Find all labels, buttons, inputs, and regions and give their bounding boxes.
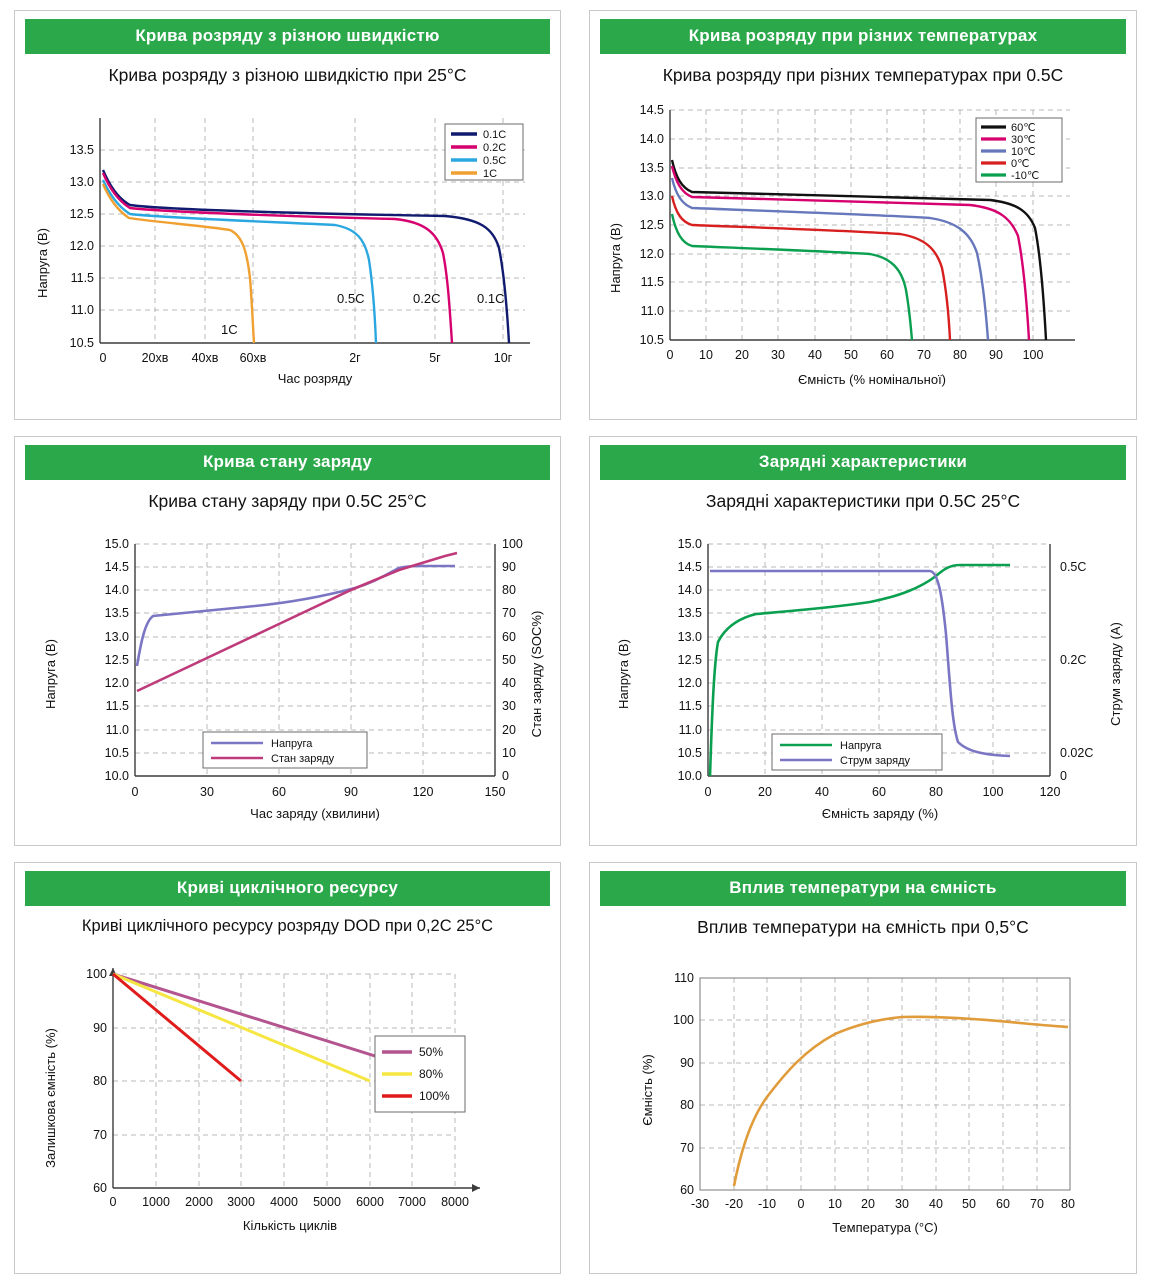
- svg-text:10.5: 10.5: [639, 333, 664, 347]
- x-tick-labels: [705, 785, 1061, 799]
- legend: [772, 734, 942, 770]
- svg-text:11.0: 11.0: [640, 304, 664, 318]
- legend: [976, 118, 1062, 182]
- svg-text:70: 70: [917, 348, 931, 362]
- svg-text:11.5: 11.5: [678, 699, 702, 713]
- svg-text:100: 100: [982, 785, 1004, 799]
- svg-text:-20: -20: [724, 1197, 744, 1211]
- svg-text:70: 70: [502, 606, 516, 620]
- curve-annotations: [221, 291, 504, 337]
- svg-text:120: 120: [1039, 785, 1061, 799]
- svg-text:12.5: 12.5: [639, 218, 664, 232]
- svg-text:10.5: 10.5: [69, 336, 94, 350]
- svg-text:80: 80: [1061, 1197, 1075, 1211]
- svg-text:70: 70: [93, 1128, 107, 1142]
- svg-text:5000: 5000: [313, 1195, 341, 1209]
- x-tick-labels: [100, 351, 513, 365]
- svg-text:100: 100: [502, 537, 523, 551]
- svg-text:-30: -30: [690, 1197, 710, 1211]
- svg-text:40хв: 40хв: [191, 351, 219, 365]
- y-tick-labels: [673, 971, 694, 1197]
- svg-text:60℃: 60℃: [1011, 122, 1036, 134]
- curve-capacity: [734, 1017, 1068, 1186]
- svg-text:11.5: 11.5: [70, 271, 94, 285]
- x-axis-title: Ємність заряду (%): [821, 806, 939, 821]
- svg-text:40: 40: [502, 676, 516, 690]
- svg-text:70: 70: [680, 1141, 694, 1155]
- svg-text:0.2C: 0.2C: [413, 291, 441, 306]
- panel-banner: Крива стану заряду: [25, 445, 550, 480]
- svg-text:0.1C: 0.1C: [477, 291, 505, 306]
- svg-text:Струм заряду: Струм заряду: [840, 755, 911, 767]
- y-tick-labels: [640, 103, 664, 347]
- svg-text:10.5: 10.5: [104, 746, 129, 760]
- svg-text:7000: 7000: [398, 1195, 426, 1209]
- panel-banner: Крива розряду при різних температурах: [600, 19, 1126, 54]
- card: [14, 862, 561, 1274]
- y-axis-title: Напруга (В): [608, 223, 623, 293]
- svg-text:10г: 10г: [493, 351, 513, 365]
- svg-text:90: 90: [989, 348, 1003, 362]
- card: [14, 436, 561, 846]
- svg-text:4000: 4000: [270, 1195, 298, 1209]
- svg-text:90: 90: [502, 560, 516, 574]
- svg-text:14.5: 14.5: [639, 103, 664, 117]
- svg-text:15.0: 15.0: [677, 537, 702, 551]
- svg-text:-10℃: -10℃: [1011, 170, 1040, 182]
- svg-text:110: 110: [674, 971, 694, 985]
- svg-text:13.5: 13.5: [69, 143, 94, 157]
- panel-banner: Крива розряду з різною швидкістю: [25, 19, 550, 54]
- svg-text:120: 120: [412, 785, 434, 799]
- y2-axis-title: Струм заряду (А): [1108, 622, 1123, 726]
- panel-temperature-discharge: [575, 0, 1151, 426]
- legend: [375, 1036, 465, 1112]
- svg-text:13.0: 13.0: [677, 630, 702, 644]
- svg-text:10.5: 10.5: [677, 746, 702, 760]
- series-curves: [734, 1017, 1068, 1186]
- card: [589, 10, 1137, 420]
- chart-plot-area: [600, 514, 1126, 821]
- svg-text:60: 60: [880, 348, 894, 362]
- svg-text:50: 50: [844, 348, 858, 362]
- chart-title: Криві циклічного ресурсу розряду DOD при 0,2C 25°C: [81, 917, 494, 935]
- chart-plot-area: [600, 940, 1126, 1245]
- x-axis-title: Температура (°C): [832, 1220, 938, 1235]
- svg-text:0℃: 0℃: [1011, 158, 1030, 170]
- svg-text:20: 20: [861, 1197, 875, 1211]
- panel-banner: Вплив температури на ємність: [600, 871, 1126, 906]
- chart-title: Зарядні характеристики при 0.5C 25°C: [705, 491, 1021, 511]
- chart-title: Крива розряду при різних температурах при 0.5C: [662, 65, 1064, 85]
- svg-text:80: 80: [953, 348, 967, 362]
- svg-text:11.0: 11.0: [678, 723, 702, 737]
- svg-text:10: 10: [502, 746, 516, 760]
- svg-text:Напруга (В): Напруга (В): [35, 228, 50, 298]
- svg-text:80: 80: [680, 1098, 694, 1112]
- svg-text:80%: 80%: [419, 1067, 444, 1081]
- svg-text:30: 30: [895, 1197, 909, 1211]
- svg-text:Напруга: Напруга: [840, 740, 882, 752]
- svg-text:1000: 1000: [142, 1195, 170, 1209]
- panel-banner: Криві циклічного ресурсу: [25, 871, 550, 906]
- svg-text:90: 90: [680, 1056, 694, 1070]
- svg-text:80: 80: [929, 785, 943, 799]
- svg-text:0.1C: 0.1C: [483, 129, 507, 141]
- y-axis-title: [35, 228, 50, 298]
- svg-text:2г: 2г: [349, 351, 361, 365]
- legend: [445, 124, 523, 180]
- svg-text:100: 100: [673, 1013, 694, 1027]
- svg-text:11.0: 11.0: [105, 723, 129, 737]
- svg-text:11.5: 11.5: [640, 275, 664, 289]
- curve-current: [710, 571, 1010, 756]
- x-tick-labels: [691, 1197, 1075, 1211]
- series-curves: [103, 170, 509, 343]
- svg-text:100: 100: [86, 967, 107, 981]
- svg-text:0: 0: [502, 769, 509, 783]
- panel-temperature-capacity: [575, 852, 1151, 1280]
- svg-text:60: 60: [502, 630, 516, 644]
- svg-text:0.02C: 0.02C: [1060, 746, 1094, 760]
- svg-text:12.0: 12.0: [69, 239, 94, 253]
- x-tick-labels: [132, 785, 506, 799]
- svg-text:30℃: 30℃: [1011, 134, 1036, 146]
- chart-title: Вплив температури на ємність при 0,5°C: [697, 917, 1029, 937]
- svg-text:0: 0: [131, 785, 139, 799]
- svg-text:30: 30: [502, 699, 516, 713]
- svg-text:Стан заряду: Стан заряду: [271, 753, 335, 765]
- svg-text:2000: 2000: [185, 1195, 213, 1209]
- svg-text:60хв: 60хв: [239, 351, 267, 365]
- svg-text:80: 80: [93, 1074, 107, 1088]
- x-tick-labels: [110, 1195, 469, 1209]
- svg-text:70: 70: [1030, 1197, 1044, 1211]
- svg-text:0.5C: 0.5C: [1060, 560, 1087, 574]
- svg-text:Напруга: Напруга: [271, 738, 313, 750]
- svg-text:100%: 100%: [419, 1089, 450, 1103]
- svg-text:11.5: 11.5: [105, 699, 129, 713]
- svg-text:14.0: 14.0: [104, 583, 129, 597]
- svg-text:13.5: 13.5: [677, 606, 702, 620]
- svg-text:20: 20: [758, 785, 772, 799]
- svg-text:6000: 6000: [356, 1195, 384, 1209]
- legend: [203, 732, 367, 768]
- svg-text:12.0: 12.0: [104, 676, 129, 690]
- svg-text:10.0: 10.0: [677, 769, 702, 783]
- svg-text:50%: 50%: [419, 1045, 444, 1059]
- svg-text:60: 60: [272, 785, 286, 799]
- card: [14, 10, 561, 420]
- curve-0-1c: [103, 170, 509, 343]
- svg-text:60: 60: [872, 785, 886, 799]
- svg-text:20: 20: [502, 723, 516, 737]
- svg-text:40: 40: [815, 785, 829, 799]
- svg-text:40: 40: [808, 348, 822, 362]
- svg-text:10: 10: [699, 348, 713, 362]
- svg-text:13.0: 13.0: [69, 175, 94, 189]
- svg-text:20хв: 20хв: [141, 351, 169, 365]
- svg-text:90: 90: [93, 1021, 107, 1035]
- svg-text:5г: 5г: [429, 351, 441, 365]
- svg-text:50: 50: [502, 653, 516, 667]
- svg-text:0.5C: 0.5C: [337, 291, 365, 306]
- y-axis-title: Напруга (В): [616, 639, 631, 709]
- y-tick-labels: [678, 537, 702, 783]
- panel-banner: Зарядні характеристики: [600, 445, 1126, 480]
- chart-plot-area: [25, 938, 550, 1243]
- svg-text:100: 100: [1022, 348, 1044, 362]
- chart-title: Крива розряду з різною швидкістю при 25°C: [108, 65, 467, 85]
- svg-text:0: 0: [1060, 769, 1067, 783]
- svg-text:13.0: 13.0: [639, 189, 664, 203]
- svg-text:12.0: 12.0: [639, 247, 664, 261]
- panel-cycle-life: [0, 852, 575, 1280]
- panel-state-of-charge: [0, 426, 575, 852]
- series-curves: [137, 553, 457, 691]
- svg-text:13.5: 13.5: [104, 606, 129, 620]
- x-tick-labels: [667, 348, 1044, 362]
- curve-soc: [137, 553, 457, 691]
- svg-text:11.0: 11.0: [70, 303, 94, 317]
- svg-text:12.0: 12.0: [677, 676, 702, 690]
- svg-text:60: 60: [680, 1183, 694, 1197]
- curve-0-5c: [103, 180, 376, 343]
- x-axis-title: Час заряду (хвилини): [250, 806, 380, 821]
- y-tick-labels: [105, 537, 129, 783]
- svg-text:14.0: 14.0: [639, 132, 664, 146]
- svg-text:50: 50: [962, 1197, 976, 1211]
- y-tick-labels: [86, 967, 107, 1195]
- x-axis-title: Ємність (% номінальної): [797, 372, 947, 387]
- curve-60c: [672, 160, 1046, 340]
- svg-text:0: 0: [99, 351, 107, 365]
- svg-text:30: 30: [771, 348, 785, 362]
- svg-text:10: 10: [828, 1197, 842, 1211]
- svg-text:10.0: 10.0: [104, 769, 129, 783]
- svg-text:15.0: 15.0: [104, 537, 129, 551]
- y-axis-title: Ємність (%): [640, 1054, 655, 1126]
- card: [589, 862, 1137, 1274]
- y2-tick-labels: [1060, 560, 1093, 783]
- svg-text:12.5: 12.5: [677, 653, 702, 667]
- svg-text:1C: 1C: [221, 322, 238, 337]
- svg-text:40: 40: [929, 1197, 943, 1211]
- y2-tick-labels: [502, 537, 523, 783]
- svg-text:13.5: 13.5: [639, 161, 664, 175]
- gridlines: [700, 978, 1070, 1190]
- chart-title: Крива стану заряду при 0.5C 25°C: [148, 491, 427, 511]
- x-axis-title: Кількість циклів: [242, 1218, 338, 1233]
- svg-text:0: 0: [797, 1197, 805, 1211]
- svg-text:10℃: 10℃: [1011, 146, 1036, 158]
- svg-text:8000: 8000: [441, 1195, 469, 1209]
- svg-text:1C: 1C: [483, 168, 498, 180]
- chart-plot-area: [25, 88, 550, 388]
- svg-text:14.5: 14.5: [104, 560, 129, 574]
- svg-text:0.5C: 0.5C: [483, 155, 507, 167]
- curve-10c: [672, 178, 988, 340]
- svg-text:-10: -10: [757, 1197, 777, 1211]
- y-axis-title: Напруга (В): [43, 639, 58, 709]
- panel-charge-characteristics: [575, 426, 1151, 852]
- svg-text:90: 90: [344, 785, 358, 799]
- y-axis-title: Залишкова ємність (%): [43, 1028, 58, 1168]
- y2-axis-title: Стан заряду (SOC%): [529, 610, 544, 738]
- svg-text:30: 30: [200, 785, 214, 799]
- svg-text:60: 60: [996, 1197, 1010, 1211]
- series-curves: [672, 160, 1046, 340]
- svg-text:14.0: 14.0: [677, 583, 702, 597]
- svg-text:12.5: 12.5: [104, 653, 129, 667]
- svg-text:0: 0: [704, 785, 712, 799]
- svg-text:0.2C: 0.2C: [483, 142, 507, 154]
- svg-text:150: 150: [484, 785, 506, 799]
- card: [589, 436, 1137, 846]
- panel-discharge-rate: [0, 0, 575, 426]
- svg-text:80: 80: [502, 583, 516, 597]
- svg-text:60: 60: [93, 1181, 107, 1195]
- svg-text:3000: 3000: [227, 1195, 255, 1209]
- svg-text:20: 20: [735, 348, 749, 362]
- svg-text:0: 0: [109, 1195, 117, 1209]
- svg-text:0: 0: [666, 348, 674, 362]
- x-axis-title: Час розряду: [277, 371, 353, 386]
- chart-plot-area: [600, 88, 1126, 388]
- svg-text:12.5: 12.5: [69, 207, 94, 221]
- svg-text:0.2C: 0.2C: [1060, 653, 1087, 667]
- chart-plot-area: [25, 514, 550, 821]
- svg-text:13.0: 13.0: [104, 630, 129, 644]
- y-tick-labels: [70, 143, 94, 350]
- svg-text:14.5: 14.5: [677, 560, 702, 574]
